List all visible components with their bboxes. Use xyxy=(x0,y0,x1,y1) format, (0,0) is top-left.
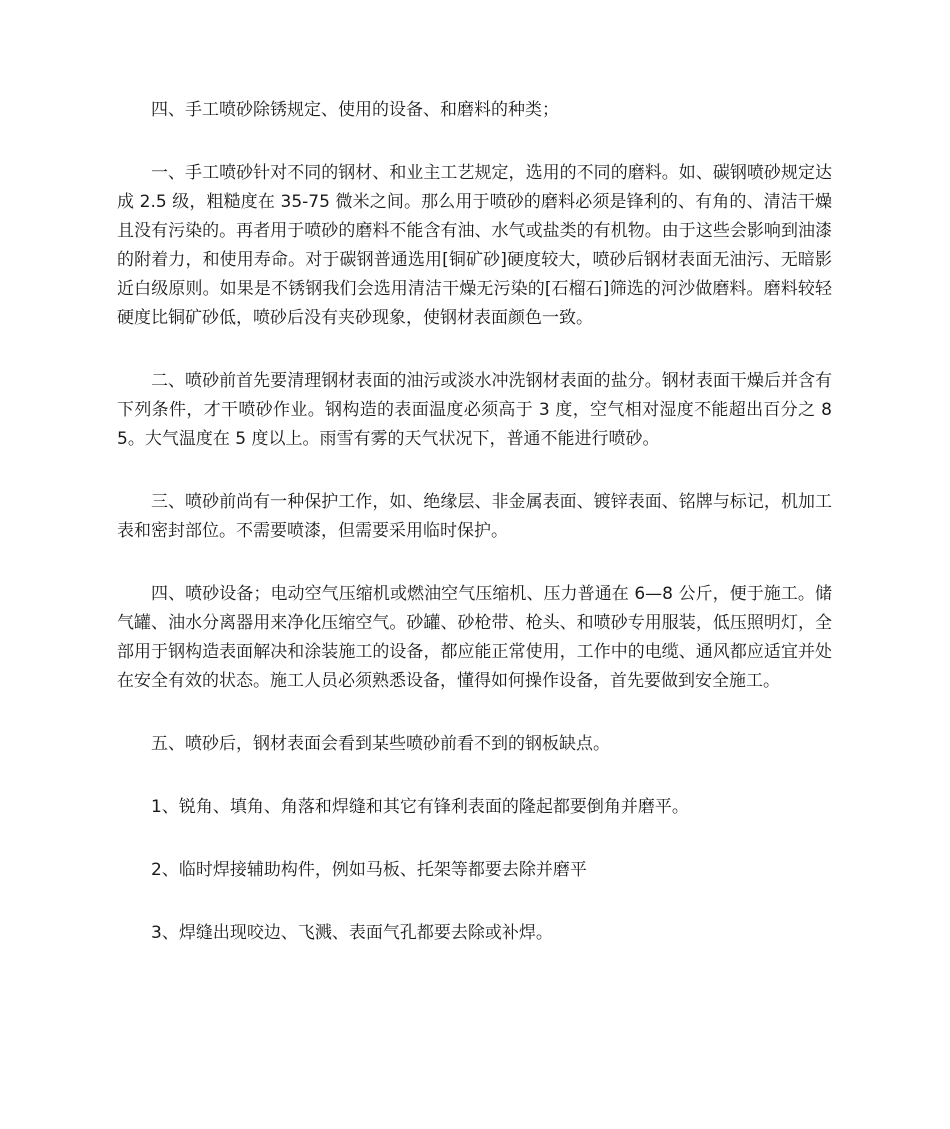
list-item-weld-defects: 3、焊缝出现咬边、飞溅、表面气孔都要去除或补焊。 xyxy=(151,923,553,943)
paragraph-blasting-equipment: 四、喷砂设备；电动空气压缩机或燃油空气压缩机、压力普通在 6—8 公斤，便于施工。储气罐、油水分离器用来净化压缩空气。砂罐、砂枪带、枪头、和喷砂专用服装，低压照明灯，全部用于钢构造表面解决和涂装施工的设备，都应能正常使用，工作中的电缆、通风都应适宜并处在安全有效的状态。施工人员必须熟悉设备，懂得如何操作设备，首先要做到安全施工。 xyxy=(117,584,832,691)
paragraph-abrasive-selection: 一、手工喷砂针对不同的钢材、和业主工艺规定，选用的不同的磨料。如、碳钢喷砂规定达成 2.5 级，粗糙度在 35-75 微米之间。那么用于喷砂的磨料必须是锋利的、有角的、清洁干燥且没有污染的。再者用于喷砂的磨料不能含有油、水气或盐类的有机物。由于这些会影响到油漆的附着力，和使用寿命。对于碳钢普通选用[铜矿砂]硬度较大，喷砂后钢材表面无油污、无暗影近白级原则。如果是不锈钢我们会选用清洁干燥无污染的[石榴石]筛选的河沙做磨料。磨料较轻 硬度比铜矿砂低，喷砂后没有夹砂现象，使钢材表面颜色一致。 xyxy=(117,163,832,328)
paragraph-temporary-protection: 三、喷砂前尚有一种保护工作，如、绝缘层、非金属表面、镀锌表面、铭牌与标记，机加工表和密封部位。不需要喷漆，但需要采用临时保护。 xyxy=(117,492,832,541)
list-item-temporary-welds: 2、临时焊接辅助构件，例如马板、托架等都要去除并磨平 xyxy=(151,860,587,880)
paragraph-post-blasting-defects: 五、喷砂后，钢材表面会看到某些喷砂前看不到的钢板缺点。 xyxy=(151,734,610,754)
list-item-sharp-edges: 1、锐角、填角、角落和焊缝和其它有锋利表面的隆起都要倒角并磨平。 xyxy=(151,797,689,817)
paragraph-surface-preparation: 二、喷砂前首先要清理钢材表面的油污或淡水冲洗钢材表面的盐分。钢材表面干燥后并含有下列条件，才干喷砂作业。钢构造的表面温度必须高于 3 度，空气相对湿度不能超出百分之 85。大气温度在 5 度以上。雨雪有雾的天气状况下，普通不能进行喷砂。 xyxy=(117,371,832,449)
section-heading: 四、手工喷砂除锈规定、使用的设备、和磨料的种类； xyxy=(151,100,559,120)
